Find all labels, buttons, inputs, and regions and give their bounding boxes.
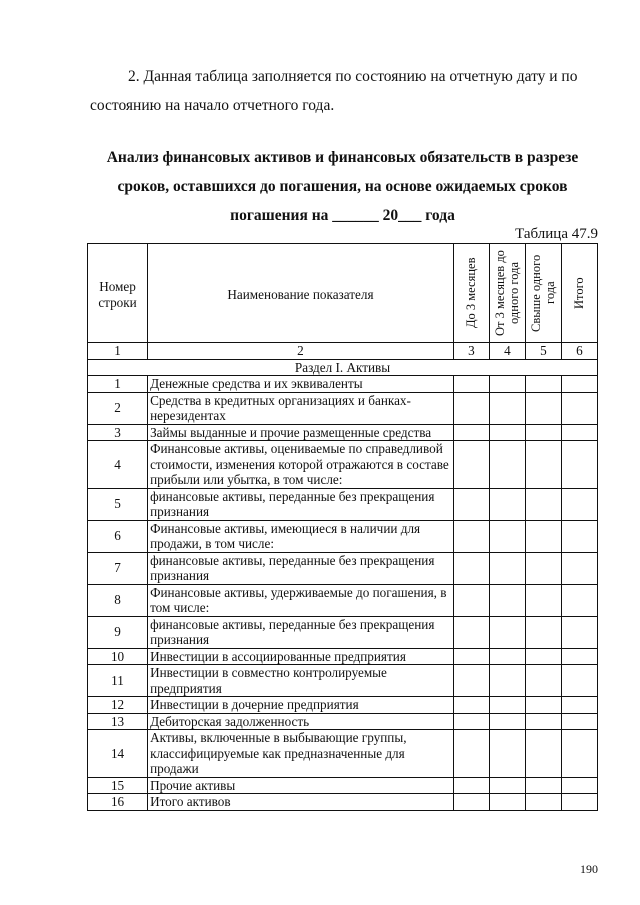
value-cell bbox=[453, 488, 489, 520]
value-cell bbox=[561, 488, 597, 520]
indicator-name-cell: Дебиторская задолженность bbox=[148, 713, 454, 730]
value-cell bbox=[525, 488, 561, 520]
intro-line-2: состоянию на начало отчетного года. bbox=[90, 97, 335, 114]
table-row bbox=[88, 392, 598, 424]
indicator-name-cell: Итого активов bbox=[148, 794, 454, 811]
value-cell bbox=[561, 730, 597, 778]
value-cell bbox=[453, 441, 489, 489]
value-cell bbox=[525, 376, 561, 393]
header-total: Итого bbox=[572, 277, 587, 309]
value-cell bbox=[453, 392, 489, 424]
table-row bbox=[88, 730, 598, 778]
table-caption: Таблица 47.9 bbox=[515, 226, 598, 242]
value-cell bbox=[561, 520, 597, 552]
header-row bbox=[88, 244, 598, 343]
column-index: 2 bbox=[148, 343, 454, 360]
indicator-name-cell: Финансовые активы, оцениваемые по справедливой стоимости, изменения которой отражаются в составе прибыли или убытка, в том числе: bbox=[148, 441, 454, 489]
row-number-cell: 6 bbox=[88, 520, 148, 552]
indicator-name-cell: Финансовые активы, имеющиеся в наличии для продажи, в том числе: bbox=[148, 520, 454, 552]
value-cell bbox=[525, 552, 561, 584]
table-row bbox=[88, 665, 598, 697]
value-cell bbox=[489, 488, 525, 520]
heading-line-2: сроков, оставшихся до погашения, на основе ожидаемых сроков bbox=[117, 178, 568, 195]
value-cell bbox=[561, 713, 597, 730]
indicator-name-cell: Прочие активы bbox=[148, 777, 454, 794]
value-cell bbox=[525, 697, 561, 714]
value-cell bbox=[489, 665, 525, 697]
section-row bbox=[88, 359, 598, 376]
row-number-cell: 8 bbox=[88, 584, 148, 616]
value-cell bbox=[489, 520, 525, 552]
value-cell bbox=[489, 441, 525, 489]
value-cell bbox=[453, 730, 489, 778]
row-number-cell: 14 bbox=[88, 730, 148, 778]
section-title: Раздел I. Активы bbox=[88, 359, 598, 376]
value-cell bbox=[525, 441, 561, 489]
value-cell bbox=[453, 665, 489, 697]
value-cell bbox=[525, 584, 561, 616]
header-col-6 bbox=[561, 244, 597, 343]
value-cell bbox=[489, 648, 525, 665]
value-cell bbox=[489, 697, 525, 714]
row-number-cell: 5 bbox=[88, 488, 148, 520]
row-number-cell: 13 bbox=[88, 713, 148, 730]
row-number-cell: 9 bbox=[88, 616, 148, 648]
value-cell bbox=[453, 552, 489, 584]
header-col-3 bbox=[453, 244, 489, 343]
value-cell bbox=[561, 777, 597, 794]
heading-line-3: погашения на ______ 20___ года bbox=[230, 207, 455, 224]
header-indicator-name: Наименование показателя bbox=[148, 244, 454, 343]
value-cell bbox=[453, 777, 489, 794]
header-row-number: Номер строки bbox=[88, 244, 148, 343]
value-cell bbox=[525, 392, 561, 424]
value-cell bbox=[525, 730, 561, 778]
value-cell bbox=[489, 794, 525, 811]
indicator-name-cell: Денежные средства и их эквиваленты bbox=[148, 376, 454, 393]
value-cell bbox=[525, 794, 561, 811]
value-cell bbox=[561, 616, 597, 648]
table-row bbox=[88, 520, 598, 552]
indicator-name-cell: финансовые активы, переданные без прекращения признания bbox=[148, 488, 454, 520]
value-cell bbox=[453, 794, 489, 811]
value-cell bbox=[453, 648, 489, 665]
row-number-cell: 4 bbox=[88, 441, 148, 489]
value-cell bbox=[453, 713, 489, 730]
indicator-name-cell: финансовые активы, переданные без прекращения признания bbox=[148, 616, 454, 648]
row-number-cell: 1 bbox=[88, 376, 148, 393]
row-number-cell: 12 bbox=[88, 697, 148, 714]
indicator-name-cell: Инвестиции в совместно контролируемые предприятия bbox=[148, 665, 454, 697]
value-cell bbox=[489, 616, 525, 648]
table-row bbox=[88, 488, 598, 520]
value-cell bbox=[489, 392, 525, 424]
indicator-name-cell: финансовые активы, переданные без прекращения признания bbox=[148, 552, 454, 584]
column-index-row bbox=[88, 343, 598, 360]
value-cell bbox=[525, 616, 561, 648]
header-3-months-to-1-year: От 3 месяцев до одного года bbox=[493, 250, 522, 336]
value-cell bbox=[489, 424, 525, 441]
value-cell bbox=[525, 424, 561, 441]
row-number-cell: 3 bbox=[88, 424, 148, 441]
value-cell bbox=[525, 777, 561, 794]
value-cell bbox=[561, 376, 597, 393]
row-number-cell: 2 bbox=[88, 392, 148, 424]
value-cell bbox=[561, 697, 597, 714]
value-cell bbox=[525, 648, 561, 665]
value-cell bbox=[489, 713, 525, 730]
indicator-name-cell: Инвестиции в дочерние предприятия bbox=[148, 697, 454, 714]
intro-paragraph bbox=[90, 62, 595, 120]
value-cell bbox=[489, 376, 525, 393]
column-index: 6 bbox=[561, 343, 597, 360]
header-over-1-year: Свыше одного года bbox=[529, 254, 558, 332]
indicator-name-cell: Финансовые активы, удерживаемые до погашения, в том числе: bbox=[148, 584, 454, 616]
value-cell bbox=[453, 520, 489, 552]
table-heading bbox=[90, 143, 595, 230]
header-col-4 bbox=[489, 244, 525, 343]
column-index: 1 bbox=[88, 343, 148, 360]
value-cell bbox=[561, 794, 597, 811]
row-number-cell: 11 bbox=[88, 665, 148, 697]
value-cell bbox=[453, 584, 489, 616]
row-number-cell: 16 bbox=[88, 794, 148, 811]
value-cell bbox=[561, 665, 597, 697]
value-cell bbox=[453, 424, 489, 441]
value-cell bbox=[561, 392, 597, 424]
value-cell bbox=[525, 713, 561, 730]
table-row bbox=[88, 794, 598, 811]
indicator-name-cell: Займы выданные и прочие размещенные средства bbox=[148, 424, 454, 441]
value-cell bbox=[561, 441, 597, 489]
table-row bbox=[88, 552, 598, 584]
page-number: 190 bbox=[580, 862, 598, 876]
column-index: 5 bbox=[525, 343, 561, 360]
row-number-cell: 10 bbox=[88, 648, 148, 665]
value-cell bbox=[489, 777, 525, 794]
intro-line-1: 2. Данная таблица заполняется по состоянию на отчетную дату и по bbox=[128, 68, 578, 85]
value-cell bbox=[561, 584, 597, 616]
value-cell bbox=[489, 730, 525, 778]
table-row bbox=[88, 777, 598, 794]
value-cell bbox=[525, 665, 561, 697]
table-row bbox=[88, 616, 598, 648]
header-up-to-3-months: До 3 месяцев bbox=[464, 257, 479, 329]
table-row bbox=[88, 713, 598, 730]
table-row bbox=[88, 441, 598, 489]
indicator-name-cell: Активы, включенные в выбывающие группы, классифицируемые как предназначенные для продажи bbox=[148, 730, 454, 778]
column-index: 4 bbox=[489, 343, 525, 360]
header-col-5 bbox=[525, 244, 561, 343]
value-cell bbox=[561, 552, 597, 584]
table-row bbox=[88, 424, 598, 441]
table-row bbox=[88, 376, 598, 393]
column-index: 3 bbox=[453, 343, 489, 360]
row-number-cell: 15 bbox=[88, 777, 148, 794]
value-cell bbox=[561, 648, 597, 665]
table-row bbox=[88, 697, 598, 714]
value-cell bbox=[561, 424, 597, 441]
indicator-name-cell: Средства в кредитных организациях и банках-нерезидентах bbox=[148, 392, 454, 424]
value-cell bbox=[489, 584, 525, 616]
row-number-cell: 7 bbox=[88, 552, 148, 584]
value-cell bbox=[453, 616, 489, 648]
heading-line-1: Анализ финансовых активов и финансовых обязательств в разрезе bbox=[106, 149, 579, 166]
indicator-name-cell: Инвестиции в ассоциированные предприятия bbox=[148, 648, 454, 665]
table-row bbox=[88, 584, 598, 616]
value-cell bbox=[453, 376, 489, 393]
assets-maturity-table bbox=[87, 243, 598, 811]
table-row bbox=[88, 648, 598, 665]
value-cell bbox=[489, 552, 525, 584]
value-cell bbox=[525, 520, 561, 552]
value-cell bbox=[453, 697, 489, 714]
